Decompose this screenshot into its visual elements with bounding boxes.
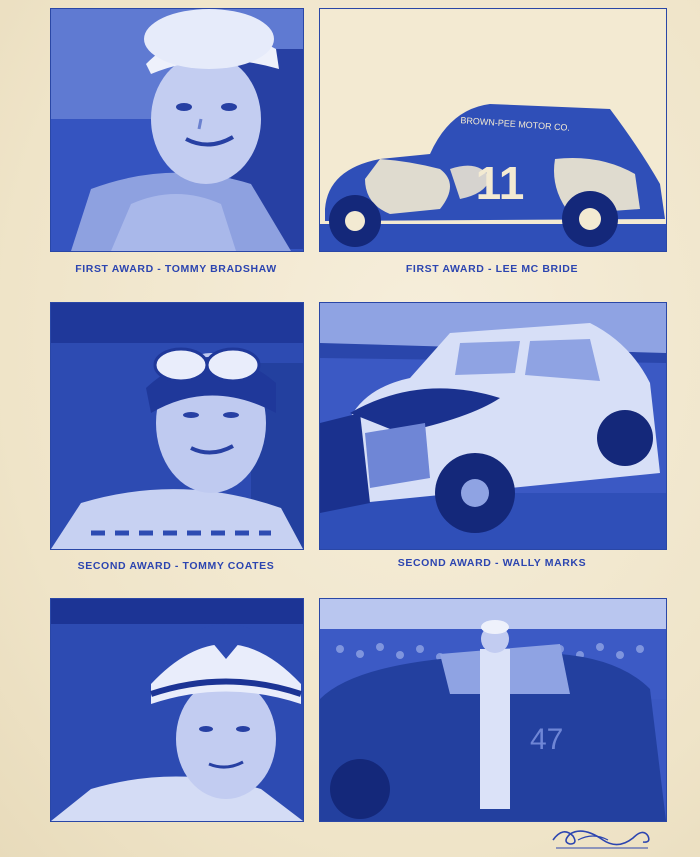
cutoff-heading-fragment [55, 846, 315, 857]
photo-lee-mcbride-car [319, 8, 667, 252]
race-car-image [320, 9, 666, 251]
driver-portrait-image [51, 9, 303, 251]
photo-tommy-coates [50, 302, 304, 550]
scroll-ornament-icon [548, 818, 658, 852]
car-number: 11 [475, 157, 525, 209]
caption-first-award-mcbride: FIRST AWARD - LEE MC BRIDE [405, 263, 579, 275]
caption-first-award-bradshaw: FIRST AWARD - TOMMY BRADSHAW [75, 263, 277, 275]
race-car-image [320, 599, 666, 821]
caption-second-award-coates: SECOND AWARD - TOMMY COATES [77, 560, 275, 572]
driver-portrait-image [51, 303, 303, 549]
photo-wally-marks-car [319, 302, 667, 550]
car-lettering: BROWN-PEE MOTOR CO. [460, 115, 571, 133]
race-car-image [320, 303, 666, 549]
driver-portrait-image [51, 599, 303, 821]
caption-second-award-marks: SECOND AWARD - WALLY MARKS [397, 557, 587, 569]
photo-tommy-bradshaw [50, 8, 304, 252]
photo-driver-helmet [50, 598, 304, 822]
photo-car-47-grandstand [319, 598, 667, 822]
car-number: 47 [530, 723, 564, 756]
